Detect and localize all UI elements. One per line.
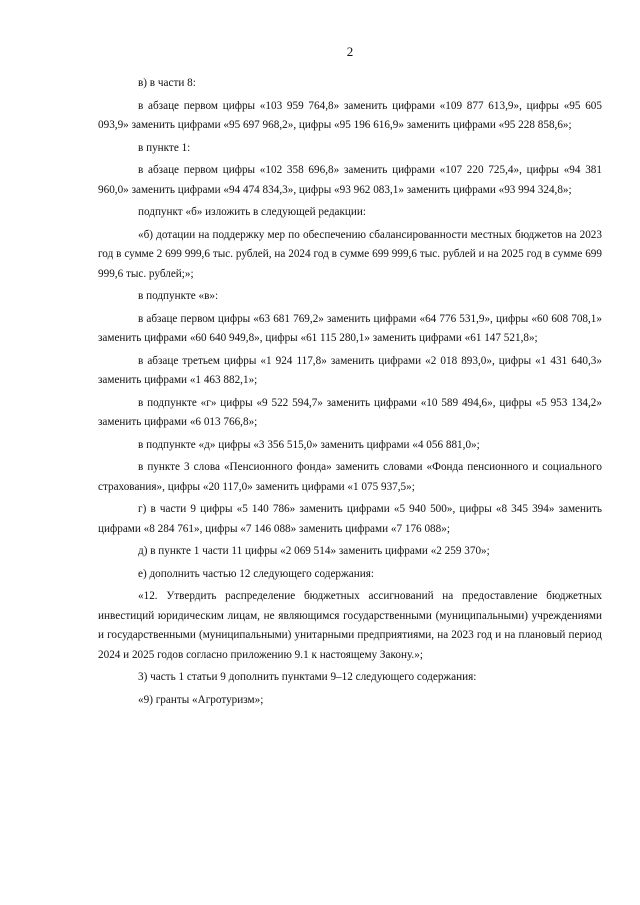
paragraph-7: в подпункте «в»: bbox=[138, 290, 219, 302]
paragraph-15: е) дополнить частью 12 следующего содержания: bbox=[138, 567, 374, 580]
paragraph-13: г) в части 9 цифры «5 140 786» заменить цифрами «5 940 500», цифры «8 345 394» заменить цифрами «8 284 761», цифры «7 146 088» заменить цифрами «7 176 088»; bbox=[98, 503, 602, 535]
paragraph-14: д) в пункте 1 части 11 цифры «2 069 514» заменить цифрами «2 259 370»; bbox=[138, 545, 490, 557]
paragraph-8: в абзаце первом цифры «63 681 769,2» заменить цифрами «64 776 531,9», цифры «60 608 708,1» заменить цифрами «60 640 949,8», цифры «61 115 280,1» заменить цифрами «61 147 521,8»; bbox=[98, 312, 602, 344]
page-number: 2 bbox=[346, 44, 354, 59]
paragraph-18: «9) гранты «Агротуризм»; bbox=[138, 693, 264, 706]
paragraph-11: в подпункте «д» цифры «3 356 515,0» заменить цифрами «4 056 881,0»; bbox=[138, 438, 480, 451]
paragraph-12: в пункте 3 слова «Пенсионного фонда» заменить словами «Фонда пенсионного и социального страхования», цифры «20 117,0» заменить цифрами «1 075 937,5»; bbox=[98, 461, 602, 493]
paragraph-10: в подпункте «г» цифры «9 522 594,7» заменить цифрами «10 589 494,6», цифры «5 953 134,2» заменить цифрами «6 013 766,8»; bbox=[98, 396, 602, 428]
paragraph-1: в) в части 8: bbox=[138, 77, 196, 89]
paragraph-16: «12. Утвердить распределение бюджетных ассигнований на предоставление бюджетных инвестиций юридическим лицам, не являющимся государственными (муниципальными) учреждениями и государственными (муниципальными) унитарными предприятиями, на 2023 год и на плановый период 2024 и 2025 годов согласно приложению 9.1 к настоящему Закону.»; bbox=[98, 590, 602, 661]
paragraph-3: в пункте 1: bbox=[138, 141, 191, 154]
paragraph-9: в абзаце третьем цифры «1 924 117,8» заменить цифрами «2 018 893,0», цифры «1 431 640,3» заменить цифрами «1 463 882,1»; bbox=[98, 354, 602, 386]
paragraph-2: в абзаце первом цифры «103 959 764,8» заменить цифрами «109 877 613,9», цифры «95 605 093,9» заменить цифрами «95 697 968,2», цифры «95 196 616,9» заменить цифрами «95 228 858,6»; bbox=[98, 99, 602, 131]
paragraph-4: в абзаце первом цифры «102 358 696,8» заменить цифрами «107 220 725,4», цифры «94 381 960,0» заменить цифрами «94 474 834,3», цифры «93 962 083,1» заменить цифрами «93 994 324,8»; bbox=[98, 164, 602, 196]
document-body bbox=[98, 74, 602, 710]
paragraph-5: подпункт «б» изложить в следующей редакции: bbox=[138, 206, 367, 218]
paragraph-6: «б) дотации на поддержку мер по обеспечению сбалансированности местных бюджетов на 2023 год в сумме 2 699 999,6 тыс. рублей, на 2024 год в сумме 699 999,6 тыс. рублей и на 2025 год в сумме 699 999,6 тыс. рублей;»; bbox=[98, 228, 602, 280]
paragraph-17: 3) часть 1 статьи 9 дополнить пунктами 9–12 следующего содержания: bbox=[138, 671, 477, 683]
